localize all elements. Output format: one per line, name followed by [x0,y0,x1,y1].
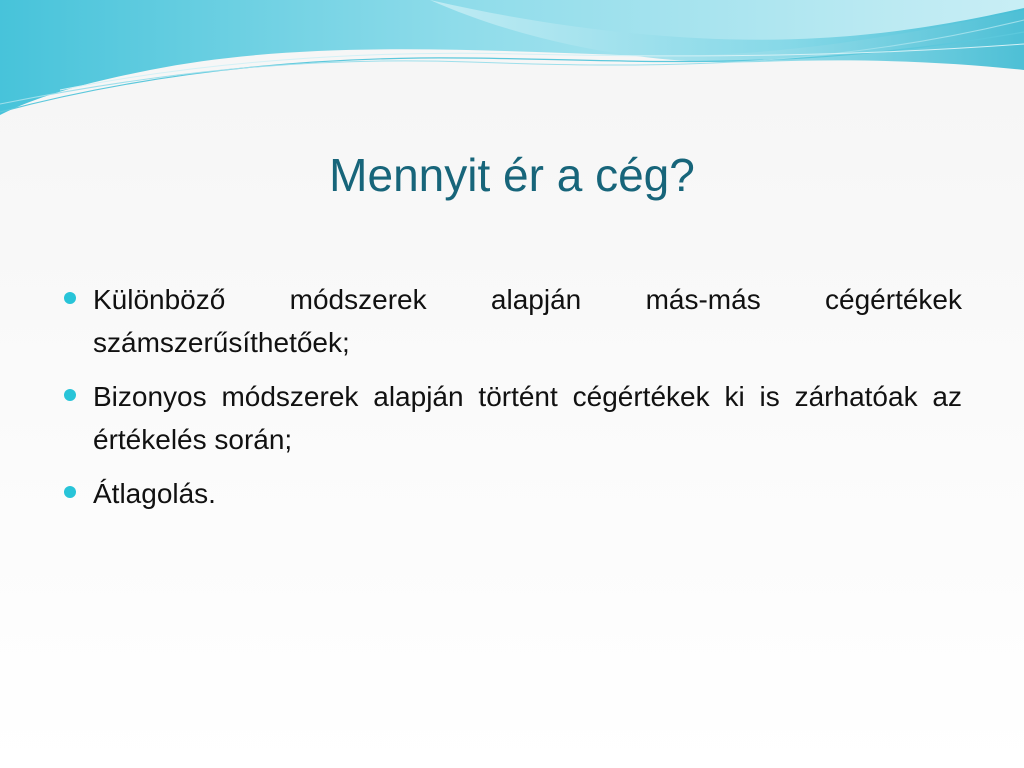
list-item [64,472,962,515]
bullet-icon [64,389,76,401]
decorative-wave-header [0,0,1024,130]
bullet-list [64,278,962,526]
bullet-icon [64,292,76,304]
list-item [64,278,962,364]
slide-title: Mennyit ér a cég? [329,149,695,201]
bullet-text: Különböző módszerek alapján más-más cégértékek számszerűsíthetőek; [93,284,962,358]
bullet-text: Bizonyos módszerek alapján történt cégértékek ki is zárhatóak az értékelés során; [93,381,962,455]
list-item [64,375,962,461]
bullet-icon [64,486,76,498]
bullet-text: Átlagolás. [93,478,216,509]
